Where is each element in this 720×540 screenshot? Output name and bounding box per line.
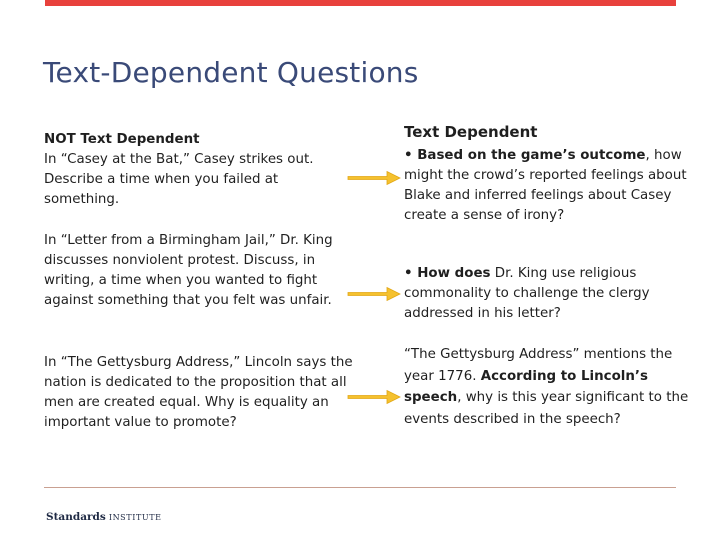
q3-lead-text: “The Gettysburg Address” mentions the year 1776.: [404, 347, 673, 384]
right-heading: Text Dependent: [404, 123, 538, 141]
right-question-3: [404, 344, 694, 430]
q3-text: , why is this year significant to the events described in the speech?: [404, 390, 689, 427]
q3-emphasis: According to Lincoln’s speech: [404, 368, 648, 405]
logo-sub-text: INSTITUTE: [108, 513, 162, 522]
q2-text: Dr. King use religious commonality to challenge the clergy addressed in his letter?: [404, 266, 650, 321]
left-question-2: In “Letter from a Birmingham Jail,” Dr. King discusses nonviolent protest. Discuss, in writing, a time when you wanted to fight against something that you felt was unfair.: [44, 233, 333, 308]
footer-divider: [44, 487, 676, 488]
page-title: Text-Dependent Questions: [43, 56, 419, 89]
right-block-1: [404, 121, 694, 226]
standards-institute-logo: [46, 505, 162, 524]
right-question-2: [404, 264, 694, 324]
left-heading: NOT Text Dependent: [44, 132, 200, 147]
right-arrow-icon: [347, 389, 401, 405]
left-question-3: In “The Gettysburg Address,” Lincoln says the nation is dedicated to the proposition that all men are created equal. Why is equality an important value to promote?: [44, 355, 353, 430]
q1-emphasis: • Based on the game’s outcome: [404, 148, 646, 163]
left-block-1: [44, 130, 356, 210]
left-question-1: In “Casey at the Bat,” Casey strikes out. Describe a time when you failed at something.: [44, 152, 314, 207]
right-question-1: [404, 146, 694, 226]
logo-main-text: Standards: [46, 511, 106, 523]
q2-emphasis: • How does: [404, 266, 491, 281]
q1-text: , how might the crowd’s reported feelings about Blake and inferred feelings about Casey create a sense of irony?: [404, 148, 687, 223]
right-arrow-icon: [347, 286, 401, 302]
right-arrow-icon: [347, 170, 401, 186]
top-accent-bar: [45, 0, 676, 6]
